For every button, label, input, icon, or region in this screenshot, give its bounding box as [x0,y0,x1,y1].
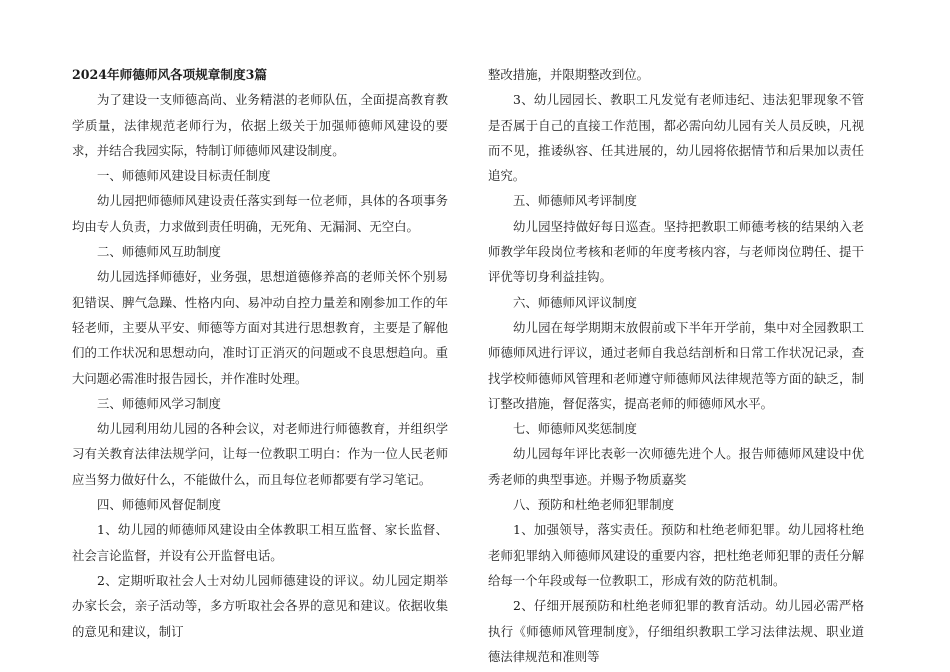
section-heading-5: 五、师德师风考评制度 [513,193,637,209]
section-heading-1: 一、师德师风建设目标责任制度 [97,168,271,184]
section-heading-2: 二、师德师风互助制度 [97,244,221,260]
section-paragraph-8-2: 2、仔细开展预防和杜绝老师犯罪的教育活动。幼儿园必需严格执行《师德师风管理制度》，仔细组织教职工学习法律法规、职业道德法律规范和准则等 [488,598,864,664]
section-paragraph-3: 幼儿园利用幼儿园的各种会议，对老师进行师德教育，并组织学习有关教育法律法规学问，让每一位教职工明白：作为一位人民老师应当努力做好什么，不能做什么，而且每位老师都要有学习笔记。 [72,421,448,487]
continued-paragraph: 整改措施，并限期整改到位。 [488,67,650,82]
section-paragraph-6: 幼儿园在每学期期末放假前或下半年开学前，集中对全园教职工师德师风进行评议，通过老师自我总结剖析和日常工作状况记录，查找学校师德师风管理和老师遵守师德师风法律规范等方面的缺乏，制订整改措施，督促落实，提高老师的师德师风水平。 [488,319,864,411]
section-heading-7: 七、师德师风奖惩制度 [513,421,637,437]
section-paragraph-4-2: 2、定期听取社会人士对幼儿园师德建设的评议。幼儿园定期举办家长会，亲子活动等，多方听取社会各界的意见和建议。依据收集的意见和建议，制订 [72,572,448,639]
section-heading-3: 三、师德师风学习制度 [97,395,221,411]
section-paragraph-7: 幼儿园每年评比表彰一次师德先进个人。报告师德师风建设中优秀老师的典型事迹。并赐予物质嘉奖 [488,446,864,487]
section-paragraph-4-3: 3、幼儿园园长、教职工凡发觉有老师违纪、违法犯罪现象不管是否属于自己的直接工作范围，都必需向幼儿园有关人员反映，凡视而不见，推诿纵容、任其进展的，幼儿园将依据情节和后果加以责任追究。 [488,92,864,184]
left-column [72,62,448,644]
section-paragraph-1: 幼儿园把师德师风建设责任落实到每一位老师，具体的各项事务均由专人负责，力求做到责任明确，无死角、无漏洞、无空白。 [72,193,448,234]
section-heading-8: 八、预防和杜绝老师犯罪制度 [513,497,675,513]
section-paragraph-4-1: 1、幼儿园的师德师风建设由全体教职工相互监督、家长监督、社会言论监督，并设有公开监督电话。 [72,522,448,563]
section-heading-6: 六、师德师风评议制度 [513,294,637,310]
section-paragraph-5: 幼儿园坚持做好每日巡查。坚持把教职工师德考核的结果纳入老师教学年段岗位考核和老师的年度考核内容，与老师岗位聘任、提干评优等切身利益挂钩。 [488,218,864,285]
intro-paragraph: 为了建设一支师德高尚、业务精湛的老师队伍，全面提高教育教学质量，法律规范老师行为，依据上级关于加强师德师风建设的要求，并结合我园实际，特制订师德师风建设制度。 [72,92,448,158]
document-title: 2024年师德师风各项规章制度3篇 [72,67,267,82]
section-paragraph-8-1: 1、加强领导，落实责任。预防和杜绝老师犯罪。幼儿园将杜绝老师犯罪纳入师德师风建设的重要内容，把杜绝老师犯罪的责任分解给每一个年段或每一位教职工，形成有效的防范机制。 [488,522,864,588]
section-paragraph-2: 幼儿园选择师德好，业务强，思想道德修养高的老师关怀个别易犯错误、脾气急躁、性格内向、易冲动自控力量差和刚参加工作的年轻老师，主要从平安、师德等方面对其进行思想教育，主要是了解他们的工作状况和思想动向，准时订正消灭的问题或不良思想趋向。重大问题必需准时报告园长，并作准时处理。 [72,269,448,386]
section-heading-4: 四、师德师风督促制度 [97,497,221,513]
right-column [488,62,864,669]
